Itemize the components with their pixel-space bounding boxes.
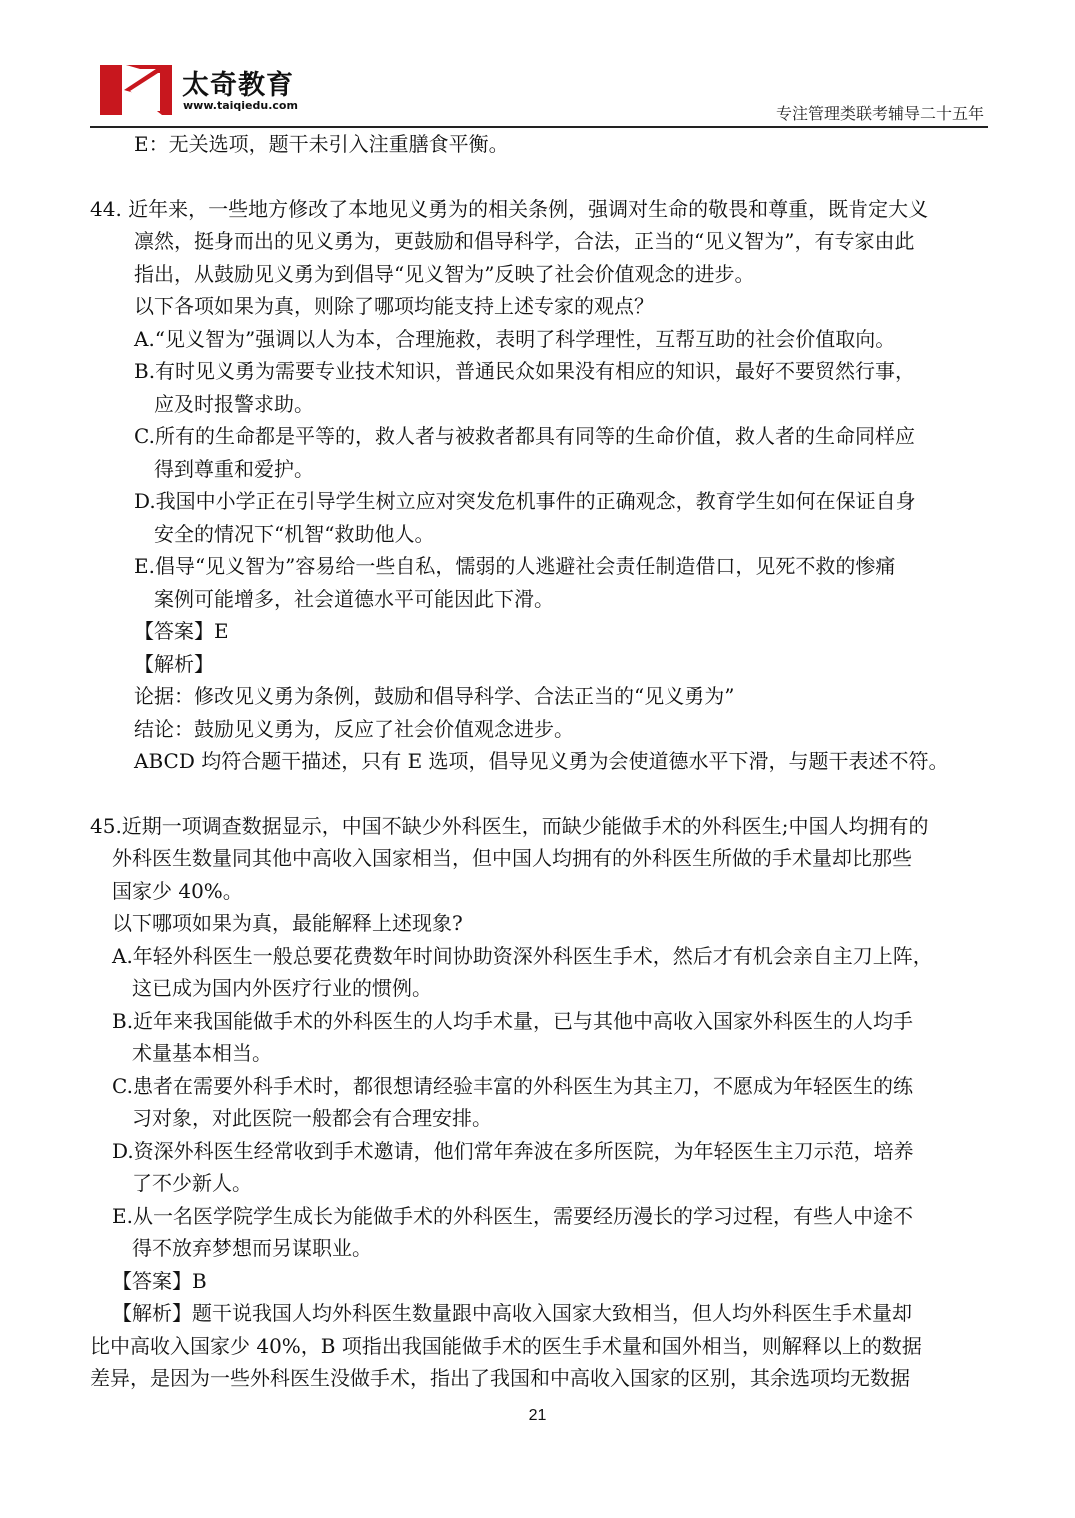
page-header bbox=[90, 55, 988, 127]
text-line: 国家少 40%。 bbox=[112, 878, 243, 903]
paragraph-gap bbox=[90, 778, 988, 810]
text-line: 案例可能增多，社会道德水平可能因此下滑。 bbox=[154, 586, 554, 611]
text-line: 这已成为国内外医疗行业的惯例。 bbox=[132, 976, 432, 1000]
question-44-prompt: 以下各项如果为真，则除了哪项均能支持上述专家的观点？ bbox=[134, 294, 654, 318]
text-line: E：无关选项，题干未引入注重膳食平衡。 bbox=[134, 132, 509, 156]
option-a: A.“见义智为”强调以人为本，合理施救，表明了科学理性，互帮互助的社会价值取向。 bbox=[134, 326, 896, 351]
header-tagline: 专注管理类联考辅导二十五年 bbox=[775, 104, 984, 123]
taiqi-logo-icon bbox=[100, 65, 172, 115]
text-line: 外科医生数量同其他中高收入国家相当，但中国人均拥有的外科医生所做的手术量却比那些 bbox=[112, 846, 912, 870]
text-line: 差异，是因为一些外科医生没做手术，指出了我国和中高收入国家的区别，其余选项均无数据 bbox=[90, 1366, 910, 1390]
answer-label: 【答案】E bbox=[134, 619, 229, 643]
option-e: E.从一名医学院学生成长为能做手术的外科医生，需要经历漫长的学习过程，有些人中途不 bbox=[112, 1203, 913, 1228]
text-line: 凛然，挺身而出的见义勇为，更鼓励和倡导科学，合法，正当的“见义智为”，有专家由此 bbox=[134, 229, 915, 253]
option-d: D.资深外科医生经常收到手术邀请，他们常年奔波在多所医院，为年轻医生主刀示范，培养 bbox=[112, 1138, 914, 1163]
text-line: 结论：鼓励见义勇为，反应了社会价值观念进步。 bbox=[134, 716, 574, 741]
page-content bbox=[90, 128, 988, 1395]
text-line: 得不放弃梦想而另谋职业。 bbox=[132, 1236, 372, 1260]
page-number: 21 bbox=[528, 1407, 547, 1424]
paragraph-gap bbox=[90, 161, 988, 193]
question-45-prompt: 以下哪项如果为真，最能解释上述现象? bbox=[112, 911, 463, 935]
option-b: B.有时见义勇为需要专业技术知识，普通民众如果没有相应的知识，最好不要贸然行事， bbox=[134, 359, 916, 383]
option-b: B.近年来我国能做手术的外科医生的人均手术量，已与其他中高收入国家外科医生的人均手 bbox=[112, 1008, 914, 1033]
option-d: D.我国中小学正在引导学生树立应对突发危机事件的正确观念，教育学生如何在保证自身 bbox=[134, 489, 916, 513]
question-45-stem: 45.近期一项调查数据显示，中国不缺少外科医生，而缺少能做手术的外科医生;中国人均拥有的 bbox=[90, 813, 929, 838]
text-line: ABCD 均符合题干描述，只有 E 选项，倡导见义勇为会使道德水平下滑，与题干表述不符。 bbox=[134, 749, 949, 773]
analysis-text: 【解析】题干说我国人均外科医生数量跟中高收入国家大致相当，但人均外科医生手术量却 bbox=[112, 1301, 912, 1325]
question-44-stem: 44. 近年来，一些地方修改了本地见义勇为的相关条例，强调对生命的敬畏和尊重，既肯定大义 bbox=[90, 196, 929, 221]
brand-url: www.taiqiedu.com bbox=[183, 99, 298, 112]
text-line: 了不少新人。 bbox=[132, 1171, 252, 1195]
text-line: 应及时报警求助。 bbox=[154, 391, 314, 416]
option-c: C.患者在需要外科手术时，都很想请经验丰富的外科医生为其主刀，不愿成为年轻医生的练 bbox=[112, 1073, 913, 1098]
option-c: C.所有的生命都是平等的，救人者与被救者都具有同等的生命价值，救人者的生命同样应 bbox=[134, 424, 915, 448]
text-line: 得到尊重和爱护。 bbox=[154, 456, 314, 481]
text-line: 指出，从鼓励见义勇为到倡导“见义智为”反映了社会价值观念的进步。 bbox=[134, 261, 755, 286]
text-line: 术量基本相当。 bbox=[132, 1041, 272, 1065]
text-line: 论据：修改见义勇为条例，鼓励和倡导科学、合法正当的“见义勇为” bbox=[134, 684, 735, 708]
answer-label: 【答案】B bbox=[112, 1268, 207, 1293]
option-a: A.年轻外科医生一般总要花费数年时间协助资深外科医生手术，然后才有机会亲自主刀上阵， bbox=[112, 943, 933, 968]
text-line: 习对象，对此医院一般都会有合理安排。 bbox=[132, 1106, 492, 1130]
text-line: 比中高收入国家少 40%，B 项指出我国能做手术的医生手术量和国外相当，则解释以上的数据 bbox=[90, 1333, 922, 1358]
option-e: E.倡导“见义智为”容易给一些自私，懦弱的人逃避社会责任制造借口，见死不救的惨痛 bbox=[134, 554, 896, 578]
text-line: 安全的情况下“机智“救助他人。 bbox=[154, 521, 435, 546]
analysis-label: 【解析】 bbox=[134, 651, 214, 676]
brand-name: 太奇教育 bbox=[182, 70, 294, 101]
